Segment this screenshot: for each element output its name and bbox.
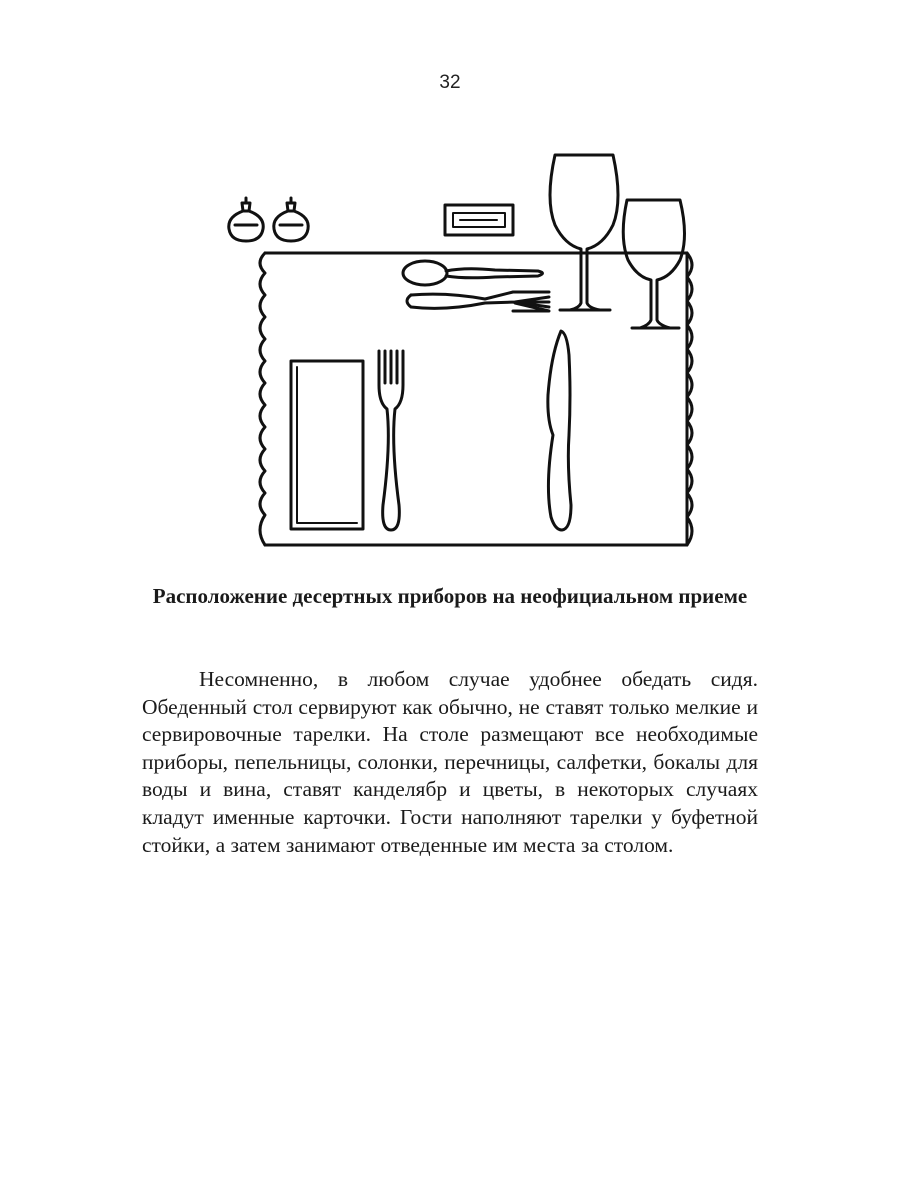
figure-caption: Расположение десертных приборов на неофициальном приеме xyxy=(152,584,748,608)
wine-glass-icon xyxy=(623,200,684,328)
page-number: 32 xyxy=(439,72,461,93)
napkin-icon xyxy=(291,361,363,529)
water-glass-icon xyxy=(550,155,618,310)
place-card-icon xyxy=(445,205,513,235)
pepper-shaker-icon xyxy=(274,198,308,241)
table-setting-illustration xyxy=(215,145,715,560)
dessert-spoon-icon xyxy=(403,261,543,285)
fork-icon xyxy=(379,351,403,530)
body-paragraph: Несомненно, в любом случае удобнее обедать сидя. Обеденный стол сервируют как обычно, не ставят только мелкие и сервировочные тарелки. На столе размещают все необходимые приборы, пепельницы, солонки, перечницы, салфетки, бокалы для воды и вина, ставят канделябр и цветы, в некоторых случаях кладут именные карточки. Гости наполняют тарелки у буфетной стойки, а затем занимают отведенные им места за столом. xyxy=(142,667,758,857)
knife-icon xyxy=(548,331,571,530)
salt-shaker-icon xyxy=(229,198,263,241)
dessert-fork-icon xyxy=(407,292,549,311)
